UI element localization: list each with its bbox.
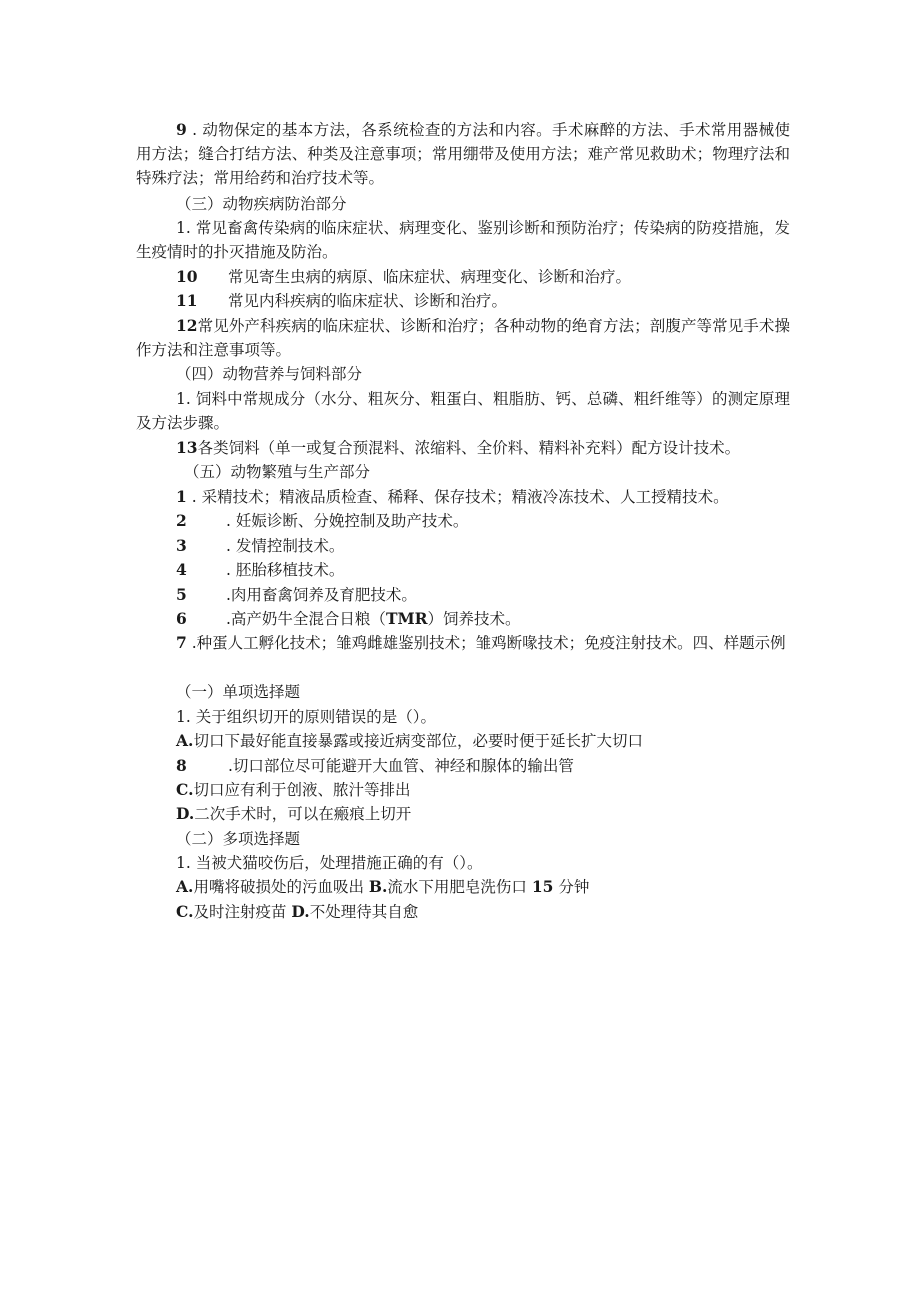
item-text: . 胚胎移植技术。	[226, 561, 345, 579]
option-letter: C.	[176, 780, 194, 799]
item-number: 5	[176, 585, 187, 604]
item-text: .高产奶牛全混合日粮（	[226, 610, 386, 628]
item-text: 各类饲料（单一或复合预混料、浓缩料、全价料、精料补充料）配方设计技术。	[197, 439, 741, 457]
question-heading-multiple: （二）多项选择题	[176, 830, 301, 848]
item-number: 11	[176, 291, 198, 310]
option-text: .切口部位尽可能避开大血管、神经和腺体的输出管	[228, 757, 574, 775]
option-letter: A.	[176, 731, 194, 750]
option-number: 8	[176, 756, 187, 775]
paragraph-s5-2	[0, 509, 920, 533]
item-number: 10	[176, 267, 198, 286]
option-text: 切口应有利于创液、脓汁等排出	[193, 781, 411, 799]
section-heading-5: （五）动物繁殖与生产部分	[184, 463, 371, 481]
item-text: . 妊娠诊断、分娩控制及助产技术。	[226, 512, 469, 530]
section-heading-4: （四）动物营养与饲料部分	[176, 365, 363, 383]
item-text-tail: ）饲养技术。	[427, 610, 521, 628]
options-ab	[0, 875, 920, 899]
option-c	[0, 778, 920, 802]
option-text: 用嘴将破损处的污血吸出	[193, 878, 369, 896]
option-text: 及时注射疫苗	[193, 903, 292, 921]
paragraph-s4-1: 1. 饲料中常规成分（水分、粗灰分、粗蛋白、粗脂肪、钙、总磷、粗纤维等）的测定原理及方法步骤。	[136, 390, 790, 432]
paragraph-s3-12	[136, 314, 790, 362]
option-text: 流水下用肥皂洗伤口	[387, 878, 532, 896]
option-number: 15	[531, 877, 554, 896]
paragraph-s5-3	[0, 534, 920, 558]
option-d	[0, 802, 920, 826]
item-text: .肉用畜禽饲养及育肥技术。	[226, 586, 417, 604]
paragraph-s4-13	[0, 436, 920, 460]
item-number: 6	[176, 609, 187, 628]
options-cd	[0, 900, 920, 924]
item-number: 9	[176, 120, 187, 139]
item-number: 2	[176, 511, 187, 530]
item-number: 7	[176, 633, 187, 652]
option-b	[0, 754, 920, 778]
paragraph-s5-4	[0, 558, 920, 582]
item-number: 3	[176, 536, 187, 555]
question-heading-single: （一）单项选择题	[176, 683, 301, 701]
tmr-abbrev: TMR	[385, 609, 428, 628]
item-text: . 发情控制技术。	[226, 537, 345, 555]
item-text: 常见寄生虫病的病原、临床症状、病理变化、诊断和治疗。	[228, 268, 632, 286]
option-letter: C.	[176, 902, 194, 921]
item-text: .种蛋人工孵化技术；雏鸡雌雄鉴别技术；雏鸡断喙技术；免疫注射技术。四、样题示例	[186, 634, 786, 652]
paragraph-s3-10	[0, 265, 920, 289]
option-letter: D.	[291, 902, 310, 921]
option-a	[0, 729, 920, 753]
paragraph-s5-5	[0, 583, 920, 607]
item-text: 常见外产科疾病的临床症状、诊断和治疗；各种动物的绝育方法；剖腹产等常见手术操作方法和注意事项等。	[136, 317, 790, 359]
paragraph-s3-11	[0, 289, 920, 313]
paragraph-s5-1	[0, 485, 920, 509]
paragraph-s3-1: 1. 常见畜禽传染病的临床症状、病理变化、鉴别诊断和预防治疗；传染病的防疫措施，发生疫情时的扑灭措施及防治。	[136, 219, 790, 261]
option-text: 二次手术时，可以在瘢痕上切开	[194, 805, 412, 823]
item-number: 13	[176, 438, 198, 457]
paragraph-s5-6	[0, 607, 920, 631]
option-letter: D.	[176, 804, 195, 823]
item-number: 1	[176, 487, 187, 506]
item-number: 4	[176, 560, 187, 579]
option-letter: B.	[368, 877, 388, 896]
option-text-tail: 分钟	[553, 878, 590, 896]
option-text: 切口下最好能直接暴露或接近病变部位，必要时便于延长扩大切口	[193, 732, 643, 750]
item-number: 12	[176, 316, 198, 335]
paragraph-s5-7	[136, 631, 790, 655]
option-letter: A.	[176, 877, 194, 896]
question-stem-2: 1. 当被犬猫咬伤后，处理措施正确的有（）。	[176, 854, 483, 872]
item-text: . 动物保定的基本方法，各系统检查的方法和内容。手术麻醉的方法、手术常用器械使用方法；缝合打结方法、种类及注意事项；常用绷带及使用方法；难产常见救助术；物理疗法和特殊疗法；常用给药和治疗技术等。	[136, 121, 790, 187]
question-stem-1: 1. 关于组织切开的原则错误的是（）。	[176, 708, 436, 726]
section-heading-3: （三）动物疾病防治部分	[176, 195, 347, 213]
item-text: 常见内科疾病的临床症状、诊断和治疗。	[228, 292, 508, 310]
paragraph-item-9	[136, 118, 790, 190]
option-text: 不处理待其自愈	[309, 903, 419, 921]
item-text: . 采精技术；精液品质检查、稀释、保存技术；精液冷冻技术、人工授精技术。	[186, 488, 729, 506]
